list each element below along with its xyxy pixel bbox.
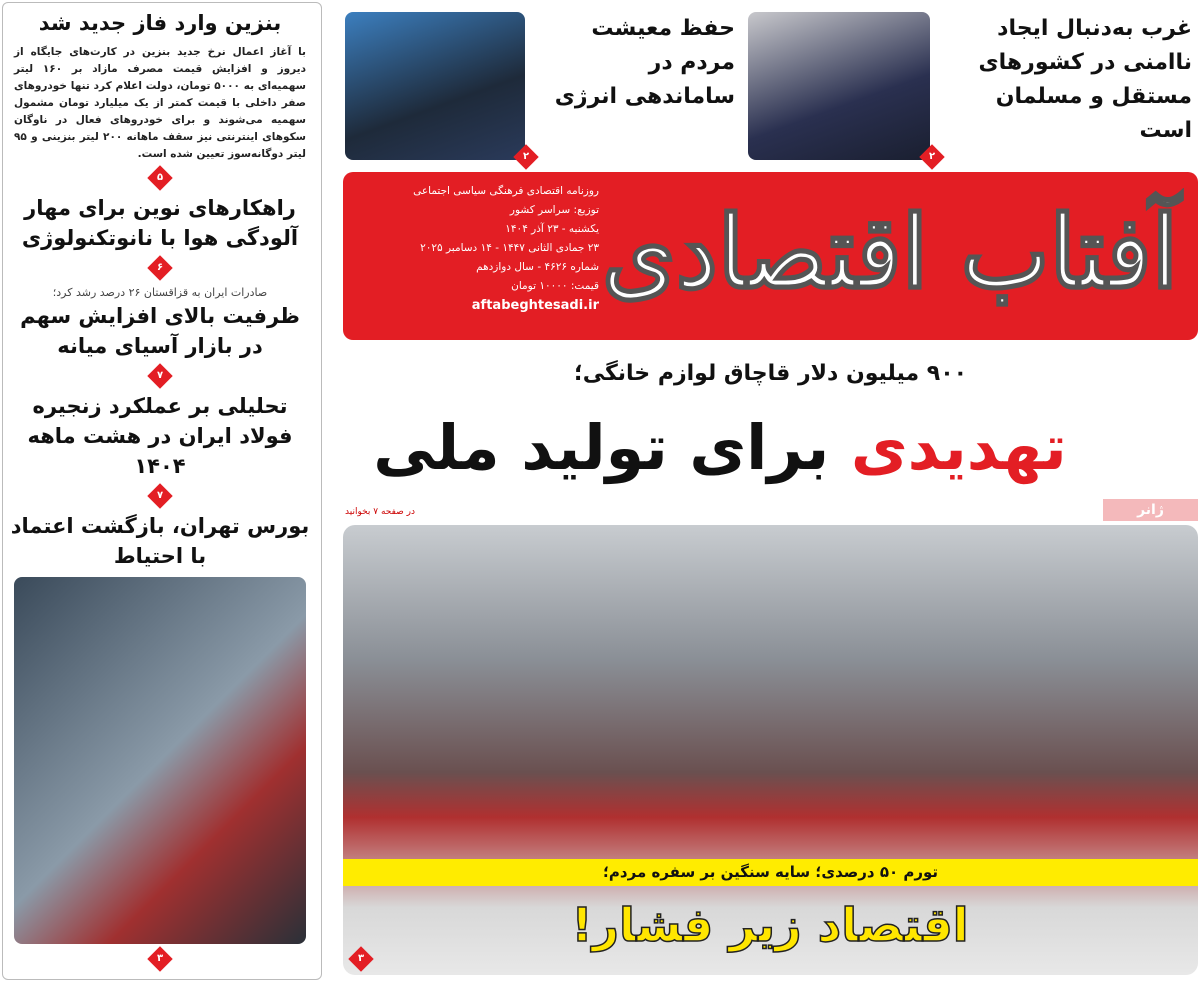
page-badge: ۳	[147, 946, 172, 971]
main-kicker: ۹۰۰ میلیون دلار قاچاق لوازم خانگی؛	[573, 361, 968, 386]
top-right-headline[interactable]: غرب به‌دنبال ایجاد ناامنی در کشورهای مستقل و مسلمان است	[978, 16, 1192, 143]
story3-kicker: صادرات ایران به قزاقستان ۲۶ درصد رشد کرد؛	[52, 286, 268, 299]
story2-headline[interactable]: راهکارهای نوین برای مهار آلودگی هوا با نانوتکنولوژی	[21, 196, 299, 250]
page-badge: ۵	[147, 165, 172, 190]
read-more: در صفحه ۷ بخوانید	[345, 507, 416, 517]
masthead-info	[359, 182, 599, 315]
website-link[interactable]: aftabeghtesadi.ir	[471, 298, 599, 313]
band-text: تورم ۵۰ درصدی؛ سایه سنگین بر سفره مردم؛	[602, 863, 939, 881]
story3-headline[interactable]: ظرفیت بالای افزایش سهم در بازار آسیای میانه	[20, 304, 300, 358]
story1-body: با آغاز اعمال نرخ جدید بنزین در کارت‌های جایگاه از دیروز و افزایش قیمت مصرف مازاد بر ۱۶۰ لیتر سهمیه‌ای به ۵۰۰۰ تومان، دولت اعلام کرد تنها خودروهای صفر داخلی با قیمت کمتر از یک میلیارد تومان مشمول سهمیه می‌شوند و برای خودروهای فعال در ناوگان سکوهای اینترنتی نیز سقف ماهانه ۲۰۰ لیتر بنزینی و ۹۵ لیتر دوگانه‌سوز تعیین شده است.	[14, 46, 307, 160]
page-badge: ۶	[147, 255, 172, 280]
info-line: روزنامه اقتصادی فرهنگی سیاسی اجتماعی	[413, 185, 599, 197]
masthead	[343, 172, 1198, 340]
photo-title-text: اقتصاد زیر فشار!	[571, 898, 969, 952]
page-badge: ۲	[513, 144, 538, 169]
info-line: قیمت: ۱۰۰۰۰ تومان	[511, 280, 599, 292]
top-left-headline[interactable]: حفظ معیشت مردم در ساماندهی انرژی	[554, 16, 735, 109]
page-badge: ۷	[147, 483, 172, 508]
info-line: یکشنبه - ۲۳ آذر ۱۴۰۴	[505, 223, 599, 235]
stock-exchange-photo	[14, 577, 306, 944]
main-headline[interactable]	[350, 400, 1090, 496]
headline-red: تهدیدی	[850, 411, 1067, 484]
info-line: توزیع: سراسر کشور	[509, 204, 599, 216]
yellow-band	[343, 859, 1198, 886]
info-line: شماره ۴۶۲۶ - سال دوازدهم	[476, 261, 599, 273]
newspaper-logo	[598, 172, 1178, 340]
info-line: ۲۳ جمادی الثانی ۱۴۴۷ - ۱۴ دسامبر ۲۰۲۵	[420, 242, 599, 254]
official-photo	[748, 12, 930, 160]
page-badge: ۲	[919, 144, 944, 169]
headline-black: برای تولید ملی	[373, 411, 830, 484]
genre-tag: ژانر	[1103, 499, 1198, 521]
photo-title[interactable]	[400, 896, 1140, 954]
president-photo	[345, 12, 525, 160]
page-badge: ۳	[348, 946, 373, 971]
story1-headline[interactable]: بنزین وارد فاز جدید شد	[38, 11, 282, 35]
left-column-stories	[10, 8, 310, 974]
story5-headline[interactable]: بورس تهران، بازگشت اعتماد با احتیاط	[10, 514, 310, 568]
story4-headline[interactable]: تحلیلی بر عملکرد زنجیره فولاد ایران در هشت ماهه ۱۴۰۴	[27, 394, 293, 478]
page-badge: ۷	[147, 363, 172, 388]
logo-text: آفتاب اقتصادی	[602, 193, 1178, 311]
